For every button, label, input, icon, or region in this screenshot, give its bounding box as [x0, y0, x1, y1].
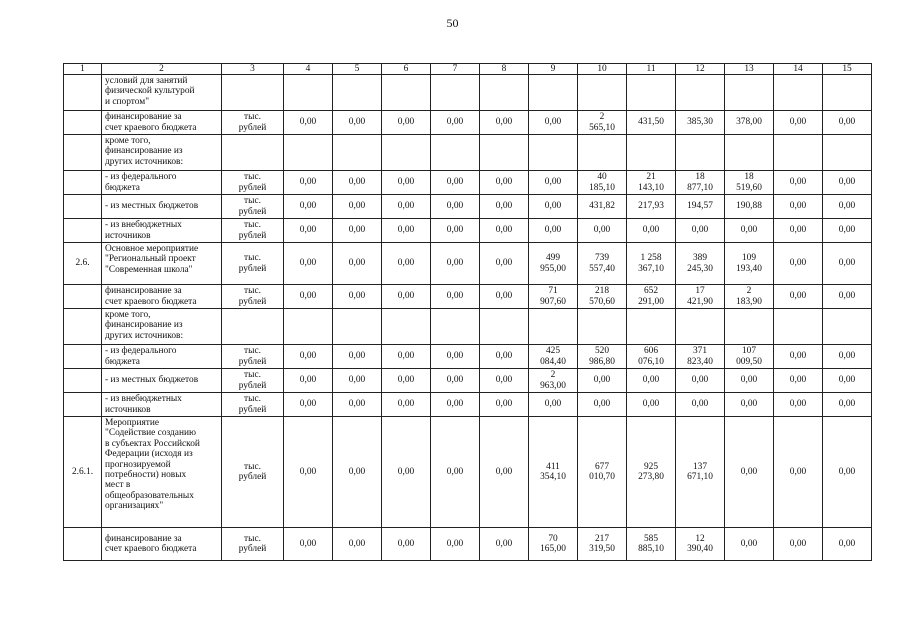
row-unit: тыс. рублей	[222, 219, 284, 243]
value-cell: 217,93	[627, 195, 676, 219]
value-cell: 389 245,30	[676, 243, 725, 285]
table-row	[64, 528, 872, 561]
column-number: 1	[64, 64, 102, 75]
value-cell: 0,00	[774, 417, 823, 528]
value-cell: 0,00	[480, 171, 529, 195]
row-index	[64, 219, 102, 243]
row-description: Основное мероприятие "Региональный проект "Современная школа"	[102, 243, 222, 285]
value-cell: 652 291,00	[627, 285, 676, 309]
value-cell: 0,00	[676, 393, 725, 417]
value-cell: 0,00	[823, 171, 872, 195]
column-number: 10	[578, 64, 627, 75]
value-cell: 0,00	[578, 219, 627, 243]
value-cell	[774, 309, 823, 345]
column-number: 2	[102, 64, 222, 75]
row-unit: тыс. рублей	[222, 285, 284, 309]
table-row	[64, 75, 872, 111]
column-number: 15	[823, 64, 872, 75]
row-description: условий для занятий физической культурой и спортом"	[102, 75, 222, 111]
row-index	[64, 111, 102, 135]
value-cell: 0,00	[823, 195, 872, 219]
column-number: 8	[480, 64, 529, 75]
value-cell: 0,00	[480, 393, 529, 417]
value-cell: 0,00	[333, 243, 382, 285]
value-cell	[480, 309, 529, 345]
value-cell: 0,00	[431, 219, 480, 243]
value-cell: 0,00	[774, 528, 823, 561]
value-cell: 0,00	[823, 111, 872, 135]
table-row	[64, 393, 872, 417]
value-cell: 0,00	[676, 369, 725, 393]
value-cell: 0,00	[529, 195, 578, 219]
column-number: 13	[725, 64, 774, 75]
value-cell: 0,00	[284, 528, 333, 561]
column-number: 3	[222, 64, 284, 75]
value-cell: 0,00	[627, 393, 676, 417]
row-description: финансирование за счет краевого бюджета	[102, 111, 222, 135]
row-description: - из местных бюджетов	[102, 369, 222, 393]
value-cell	[333, 135, 382, 171]
row-unit: тыс. рублей	[222, 195, 284, 219]
row-index	[64, 369, 102, 393]
value-cell: 0,00	[725, 393, 774, 417]
value-cell: 0,00	[529, 111, 578, 135]
value-cell	[627, 135, 676, 171]
value-cell: 371 823,40	[676, 345, 725, 369]
value-cell: 107 009,50	[725, 345, 774, 369]
value-cell: 378,00	[725, 111, 774, 135]
budget-table	[63, 63, 872, 561]
value-cell: 0,00	[382, 111, 431, 135]
column-number: 11	[627, 64, 676, 75]
row-index: 2.6.1.	[64, 417, 102, 528]
value-cell: 0,00	[333, 171, 382, 195]
value-cell: 0,00	[480, 195, 529, 219]
row-unit	[222, 75, 284, 111]
value-cell: 0,00	[578, 393, 627, 417]
row-index	[64, 195, 102, 219]
value-cell	[823, 135, 872, 171]
value-cell	[382, 309, 431, 345]
value-cell: 0,00	[774, 171, 823, 195]
value-cell	[529, 75, 578, 111]
value-cell: 0,00	[431, 171, 480, 195]
row-index	[64, 528, 102, 561]
value-cell: 0,00	[382, 417, 431, 528]
value-cell: 0,00	[333, 111, 382, 135]
value-cell: 0,00	[774, 111, 823, 135]
value-cell: 0,00	[284, 345, 333, 369]
value-cell: 0,00	[774, 285, 823, 309]
value-cell: 18 877,10	[676, 171, 725, 195]
value-cell: 0,00	[333, 195, 382, 219]
value-cell: 0,00	[774, 369, 823, 393]
row-index: 2.6.	[64, 243, 102, 285]
row-unit: тыс. рублей	[222, 111, 284, 135]
row-unit: тыс. рублей	[222, 171, 284, 195]
value-cell: 2 183,90	[725, 285, 774, 309]
value-cell	[382, 135, 431, 171]
value-cell: 71 907,60	[529, 285, 578, 309]
value-cell: 0,00	[284, 417, 333, 528]
table-row	[64, 243, 872, 285]
value-cell: 0,00	[431, 528, 480, 561]
column-number: 14	[774, 64, 823, 75]
value-cell: 0,00	[676, 219, 725, 243]
table-row	[64, 285, 872, 309]
value-cell: 0,00	[725, 528, 774, 561]
table-row	[64, 195, 872, 219]
value-cell: 0,00	[382, 393, 431, 417]
value-cell: 425 084,40	[529, 345, 578, 369]
table-row	[64, 369, 872, 393]
value-cell: 520 986,80	[578, 345, 627, 369]
row-description: кроме того, финансирование из других источников:	[102, 135, 222, 171]
row-description: финансирование за счет краевого бюджета	[102, 528, 222, 561]
value-cell	[382, 75, 431, 111]
value-cell: 585 885,10	[627, 528, 676, 561]
value-cell: 411 354,10	[529, 417, 578, 528]
value-cell: 218 570,60	[578, 285, 627, 309]
row-description: - из внебюджетных источников	[102, 219, 222, 243]
value-cell: 0,00	[823, 393, 872, 417]
value-cell: 17 421,90	[676, 285, 725, 309]
value-cell	[480, 135, 529, 171]
row-unit: тыс. рублей	[222, 417, 284, 528]
value-cell: 0,00	[774, 195, 823, 219]
value-cell: 70 165,00	[529, 528, 578, 561]
value-cell: 0,00	[774, 393, 823, 417]
value-cell: 0,00	[529, 171, 578, 195]
value-cell: 0,00	[480, 417, 529, 528]
value-cell: 0,00	[431, 369, 480, 393]
value-cell: 0,00	[284, 111, 333, 135]
value-cell: 0,00	[480, 219, 529, 243]
row-index	[64, 285, 102, 309]
value-cell: 0,00	[284, 171, 333, 195]
value-cell: 1 258 367,10	[627, 243, 676, 285]
table-row	[64, 219, 872, 243]
value-cell	[284, 309, 333, 345]
value-cell: 0,00	[382, 243, 431, 285]
row-index	[64, 135, 102, 171]
row-index	[64, 309, 102, 345]
value-cell	[431, 75, 480, 111]
value-cell: 0,00	[431, 417, 480, 528]
value-cell: 0,00	[725, 219, 774, 243]
value-cell: 925 273,80	[627, 417, 676, 528]
table-row	[64, 135, 872, 171]
value-cell: 0,00	[333, 369, 382, 393]
value-cell	[676, 135, 725, 171]
value-cell: 0,00	[529, 219, 578, 243]
value-cell	[823, 75, 872, 111]
value-cell: 0,00	[774, 219, 823, 243]
row-unit: тыс. рублей	[222, 528, 284, 561]
value-cell: 21 143,10	[627, 171, 676, 195]
row-description: кроме того, финансирование из других источников:	[102, 309, 222, 345]
page-number: 50	[446, 16, 459, 30]
value-cell: 0,00	[382, 528, 431, 561]
row-description: финансирование за счет краевого бюджета	[102, 285, 222, 309]
value-cell: 0,00	[284, 285, 333, 309]
value-cell: 0,00	[333, 285, 382, 309]
value-cell: 0,00	[333, 345, 382, 369]
value-cell: 0,00	[774, 243, 823, 285]
value-cell: 0,00	[823, 345, 872, 369]
value-cell: 217 319,50	[578, 528, 627, 561]
value-cell: 0,00	[382, 195, 431, 219]
value-cell	[774, 75, 823, 111]
value-cell	[774, 135, 823, 171]
value-cell	[284, 75, 333, 111]
value-cell: 0,00	[382, 345, 431, 369]
row-description: - из федерального бюджета	[102, 345, 222, 369]
value-cell: 0,00	[284, 219, 333, 243]
row-unit	[222, 309, 284, 345]
value-cell: 0,00	[284, 393, 333, 417]
value-cell: 0,00	[382, 285, 431, 309]
value-cell: 0,00	[333, 219, 382, 243]
value-cell: 0,00	[284, 369, 333, 393]
value-cell: 0,00	[823, 417, 872, 528]
value-cell: 0,00	[333, 417, 382, 528]
value-cell: 0,00	[529, 393, 578, 417]
column-number: 4	[284, 64, 333, 75]
value-cell	[578, 135, 627, 171]
value-cell: 137 671,10	[676, 417, 725, 528]
value-cell	[823, 309, 872, 345]
value-cell	[676, 75, 725, 111]
value-cell	[529, 309, 578, 345]
value-cell	[725, 135, 774, 171]
value-cell: 0,00	[823, 243, 872, 285]
table-row	[64, 345, 872, 369]
value-cell: 194,57	[676, 195, 725, 219]
header-row	[64, 64, 872, 75]
value-cell: 0,00	[725, 417, 774, 528]
value-cell: 0,00	[480, 243, 529, 285]
value-cell: 18 519,60	[725, 171, 774, 195]
value-cell: 0,00	[627, 369, 676, 393]
table-row	[64, 309, 872, 345]
value-cell: 606 076,10	[627, 345, 676, 369]
value-cell	[333, 75, 382, 111]
value-cell: 0,00	[725, 369, 774, 393]
value-cell	[725, 75, 774, 111]
value-cell: 0,00	[823, 528, 872, 561]
value-cell	[284, 135, 333, 171]
value-cell: 0,00	[480, 285, 529, 309]
row-description: - из местных бюджетов	[102, 195, 222, 219]
value-cell: 0,00	[431, 393, 480, 417]
value-cell: 2 963,00	[529, 369, 578, 393]
value-cell: 0,00	[382, 369, 431, 393]
value-cell	[431, 309, 480, 345]
value-cell: 0,00	[578, 369, 627, 393]
value-cell	[627, 309, 676, 345]
value-cell	[333, 309, 382, 345]
value-cell: 0,00	[284, 243, 333, 285]
value-cell	[480, 75, 529, 111]
row-unit: тыс. рублей	[222, 369, 284, 393]
value-cell: 0,00	[431, 111, 480, 135]
value-cell: 385,30	[676, 111, 725, 135]
row-description: - из федерального бюджета	[102, 171, 222, 195]
value-cell	[578, 309, 627, 345]
row-index	[64, 393, 102, 417]
row-unit: тыс. рублей	[222, 345, 284, 369]
table-row	[64, 171, 872, 195]
value-cell: 739 557,40	[578, 243, 627, 285]
value-cell: 0,00	[284, 195, 333, 219]
value-cell: 0,00	[333, 393, 382, 417]
value-cell: 499 955,00	[529, 243, 578, 285]
value-cell: 0,00	[823, 285, 872, 309]
value-cell: 0,00	[627, 219, 676, 243]
column-number: 5	[333, 64, 382, 75]
row-unit: тыс. рублей	[222, 393, 284, 417]
value-cell	[431, 135, 480, 171]
column-number: 7	[431, 64, 480, 75]
value-cell: 0,00	[333, 528, 382, 561]
value-cell: 0,00	[382, 171, 431, 195]
value-cell: 431,50	[627, 111, 676, 135]
row-description: - из внебюджетных источников	[102, 393, 222, 417]
row-index	[64, 345, 102, 369]
value-cell: 0,00	[480, 528, 529, 561]
value-cell: 0,00	[431, 195, 480, 219]
row-index	[64, 75, 102, 111]
value-cell	[627, 75, 676, 111]
value-cell: 0,00	[431, 285, 480, 309]
value-cell: 0,00	[480, 111, 529, 135]
row-unit: тыс. рублей	[222, 243, 284, 285]
value-cell: 12 390,40	[676, 528, 725, 561]
value-cell: 0,00	[431, 345, 480, 369]
value-cell: 2 565,10	[578, 111, 627, 135]
value-cell: 431,82	[578, 195, 627, 219]
value-cell	[725, 309, 774, 345]
value-cell: 0,00	[431, 243, 480, 285]
table-row	[64, 417, 872, 528]
value-cell: 677 010,70	[578, 417, 627, 528]
value-cell: 190,88	[725, 195, 774, 219]
value-cell: 109 193,40	[725, 243, 774, 285]
column-number: 6	[382, 64, 431, 75]
value-cell: 0,00	[382, 219, 431, 243]
column-number: 9	[529, 64, 578, 75]
row-index	[64, 171, 102, 195]
value-cell	[578, 75, 627, 111]
value-cell: 0,00	[823, 219, 872, 243]
column-number: 12	[676, 64, 725, 75]
value-cell: 0,00	[480, 369, 529, 393]
value-cell: 40 185,10	[578, 171, 627, 195]
value-cell	[676, 309, 725, 345]
table-row	[64, 111, 872, 135]
value-cell: 0,00	[480, 345, 529, 369]
value-cell	[529, 135, 578, 171]
value-cell: 0,00	[774, 345, 823, 369]
row-unit	[222, 135, 284, 171]
value-cell: 0,00	[823, 369, 872, 393]
row-description: Мероприятие "Содействие созданию в субъектах Российской Федерации (исходя из прогнозируемой потребности) новых мест в общеобразовательных организациях"	[102, 417, 222, 528]
